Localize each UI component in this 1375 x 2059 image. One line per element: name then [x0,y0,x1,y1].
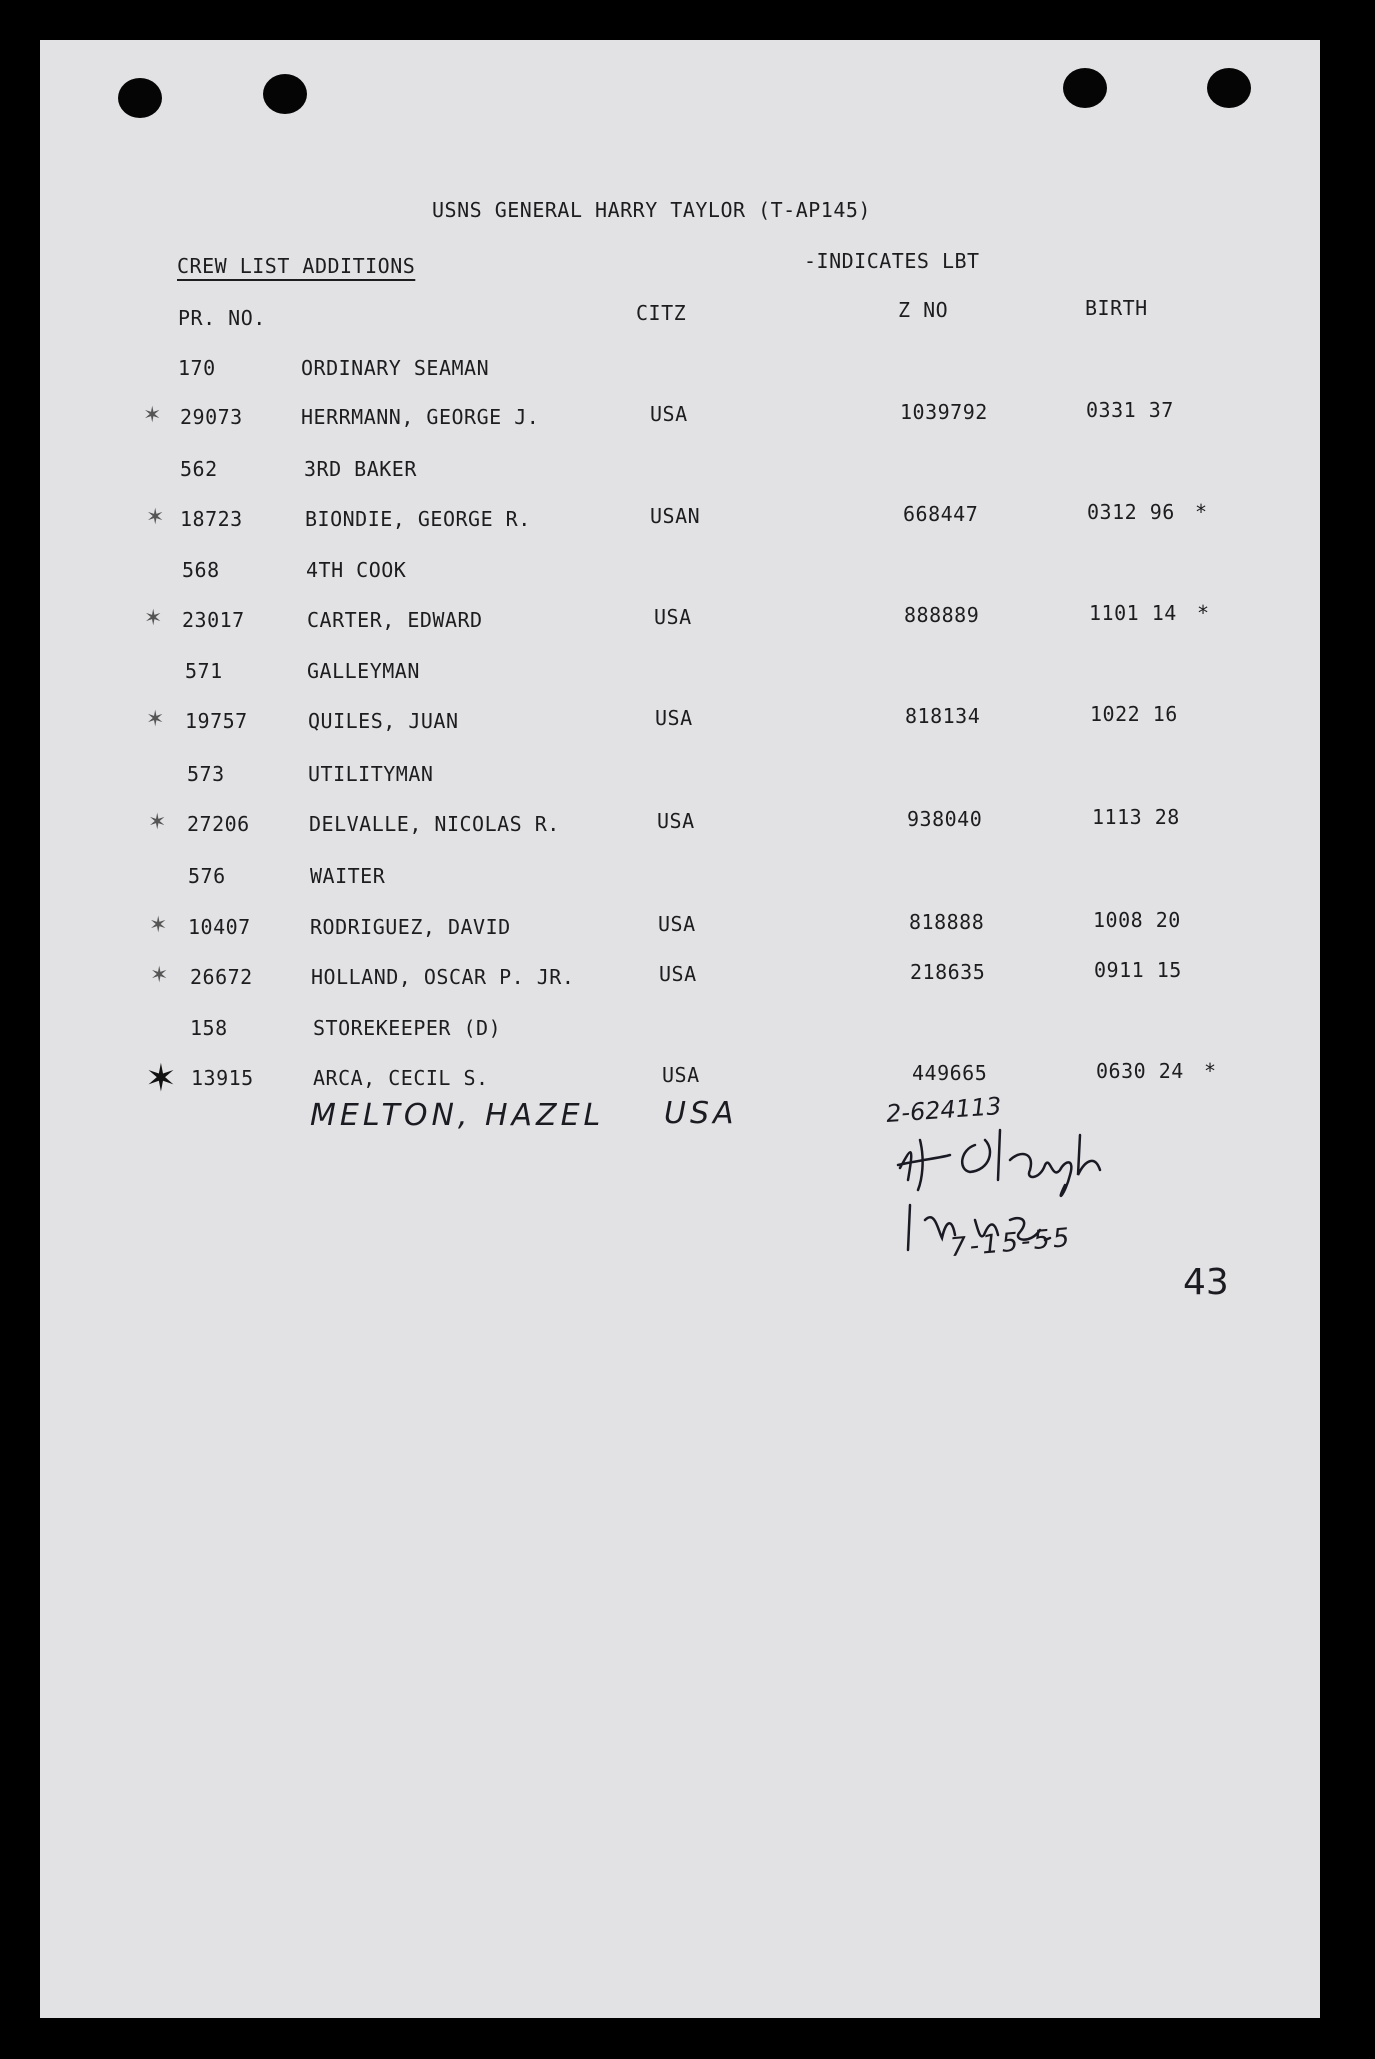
birth: 0630 24 [1096,1059,1184,1083]
punch-hole-icon [118,78,162,118]
column-header-z-no: Z NO [898,298,949,322]
column-header-birth: BIRTH [1085,296,1148,320]
pr-no: 19757 [185,709,248,733]
crew-row [0,805,1375,842]
crew-name: CARTER, EDWARD [307,608,483,632]
rating-row [0,659,1375,689]
z-number: 668447 [903,502,979,526]
legend-note: -INDICATES LBT [804,249,980,273]
rating-row [0,356,1375,386]
handwritten-name: MELTON, HAZEL [310,1098,605,1133]
z-number: 888889 [904,603,980,627]
birth: 1022 16 [1090,702,1178,726]
column-header-pr-no: PR. NO. [178,306,266,330]
document-title: USNS GENERAL HARRY TAYLOR (T-AP145) [432,198,871,222]
crew-name: HERRMANN, GEORGE J. [301,405,540,429]
check-mark-icon: ✶ [149,913,168,938]
check-mark-icon: ✶ [146,707,165,732]
lbt-flag: * [1204,1059,1217,1083]
z-number: 938040 [907,807,983,831]
crew-row [0,958,1375,995]
pr-no: 29073 [180,405,243,429]
pr-no: 26672 [190,965,253,989]
crew-row [0,702,1375,739]
z-number: 818134 [905,704,981,728]
rating-title: STOREKEEPER (D) [313,1016,502,1040]
pr-no: 571 [185,659,223,683]
rating-row [0,864,1375,894]
pr-no: 158 [190,1016,228,1040]
rating-row [0,558,1375,588]
pr-no: 13915 [191,1066,254,1090]
citizenship: USA [650,402,688,426]
check-mark-icon: ✶ [145,1056,177,1100]
handwritten-citz: USA [664,1096,738,1131]
rating-row [0,457,1375,487]
birth: 0312 96 [1087,500,1175,524]
rating-title: WAITER [310,864,386,888]
crew-row [0,500,1375,537]
rating-row [0,762,1375,792]
citizenship: USA [655,706,693,730]
handwritten-date: 7-15-55 [948,1222,1074,1264]
rating-title: 3RD BAKER [304,457,417,481]
rating-title: ORDINARY SEAMAN [301,356,490,380]
citizenship: USA [654,605,692,629]
crew-name: HOLLAND, OSCAR P. JR. [311,965,575,989]
check-mark-icon: ✶ [146,505,165,530]
citizenship: USA [658,912,696,936]
crew-name: QUILES, JUAN [308,709,459,733]
check-mark-icon: ✶ [148,810,167,835]
citizenship: USA [657,809,695,833]
crew-name: ARCA, CECIL S. [313,1066,489,1090]
check-mark-icon: ✶ [144,606,163,631]
pr-no: 562 [180,457,218,481]
pr-no: 23017 [182,608,245,632]
pr-no: 170 [178,356,216,380]
crew-row [0,908,1375,945]
citizenship: USA [659,962,697,986]
pr-no: 10407 [188,915,251,939]
citizenship: USAN [650,504,701,528]
z-number: 818888 [909,910,985,934]
pr-no: 568 [182,558,220,582]
z-number: 1039792 [900,400,988,424]
page-number: 43 [1183,1262,1229,1303]
pr-no: 18723 [180,507,243,531]
lbt-flag: * [1195,500,1208,524]
citizenship: USA [662,1063,700,1087]
crew-name: RODRIGUEZ, DAVID [310,915,511,939]
rating-title: UTILITYMAN [308,762,434,786]
punch-hole-icon [1207,68,1251,108]
birth: 0331 37 [1086,398,1174,422]
section-title: CREW LIST ADDITIONS [177,254,416,278]
birth: 0911 15 [1094,958,1182,982]
pr-no: 27206 [187,812,250,836]
z-number: 218635 [910,960,986,984]
birth: 1113 28 [1092,805,1180,829]
column-header-citz: CITZ [636,301,687,325]
crew-row [0,1056,1375,1100]
punch-hole-icon [263,74,307,114]
check-mark-icon: ✶ [143,403,162,428]
birth: 1101 14 [1089,601,1177,625]
pr-no: 576 [188,864,226,888]
birth: 1008 20 [1093,908,1181,932]
rating-row [0,1016,1375,1046]
rating-title: GALLEYMAN [307,659,420,683]
punch-hole-icon [1063,68,1107,108]
crew-name: DELVALLE, NICOLAS R. [309,812,560,836]
lbt-flag: * [1197,601,1210,625]
z-number: 449665 [912,1061,988,1085]
crew-row [0,601,1375,638]
crew-row [0,398,1375,435]
check-mark-icon: ✶ [150,963,169,988]
rating-title: 4TH COOK [306,558,407,582]
pr-no: 573 [187,762,225,786]
crew-name: BIONDIE, GEORGE R. [305,507,531,531]
handwritten-z-no: 2-624113 [885,1092,1003,1128]
